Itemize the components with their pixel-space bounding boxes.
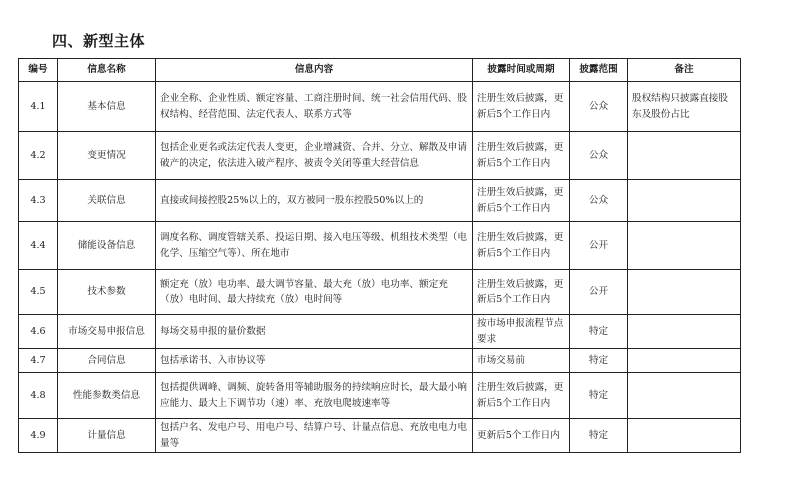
row-scope: 特定	[570, 349, 628, 373]
section-title: 四、新型主体	[52, 32, 146, 50]
row-content: 额定充（放）电功率、最大调节容量、最大充（放）电功率、额定充（放）电时间、最大持续充（放）电时间等	[156, 270, 473, 315]
row-name: 基本信息	[58, 82, 156, 132]
row-name: 性能参数类信息	[58, 373, 156, 419]
row-id: 4.6	[19, 315, 58, 349]
row-id: 4.4	[19, 222, 58, 270]
row-note	[628, 222, 741, 270]
row-scope: 公开	[570, 222, 628, 270]
row-time: 注册生效后披露，更新后5个工作日内	[473, 270, 570, 315]
table-row	[19, 222, 741, 270]
row-id: 4.8	[19, 373, 58, 419]
header-time: 披露时间或周期	[473, 59, 570, 82]
row-time: 注册生效后披露，更新后5个工作日内	[473, 82, 570, 132]
table-row	[19, 315, 741, 349]
row-scope: 公众	[570, 180, 628, 222]
row-name: 市场交易申报信息	[58, 315, 156, 349]
row-id: 4.7	[19, 349, 58, 373]
header-id: 编号	[19, 59, 58, 82]
row-scope: 特定	[570, 315, 628, 349]
row-scope: 公众	[570, 132, 628, 180]
row-time: 更新后5个工作日内	[473, 419, 570, 453]
row-name: 合同信息	[58, 349, 156, 373]
row-name: 计量信息	[58, 419, 156, 453]
row-name: 变更情况	[58, 132, 156, 180]
header-name: 信息名称	[58, 59, 156, 82]
table-row	[19, 82, 741, 132]
row-content: 包括提供调峰、调频、旋转备用等辅助服务的持续响应时长，最大最小响应能力、最大上下调节功（速）率、充放电爬坡速率等	[156, 373, 473, 419]
row-note	[628, 132, 741, 180]
row-note	[628, 270, 741, 315]
header-scope: 披露范围	[570, 59, 628, 82]
header-row	[19, 59, 741, 82]
table-row	[19, 419, 741, 453]
row-content: 每场交易申报的量价数据	[156, 315, 473, 349]
row-id: 4.9	[19, 419, 58, 453]
header-note: 备注	[628, 59, 741, 82]
row-scope: 特定	[570, 373, 628, 419]
row-name: 技术参数	[58, 270, 156, 315]
row-note	[628, 180, 741, 222]
row-time: 市场交易前	[473, 349, 570, 373]
table-row	[19, 349, 741, 373]
row-name: 储能设备信息	[58, 222, 156, 270]
row-content: 企业全称、企业性质、额定容量、工商注册时间、统一社会信用代码、股权结构、经营范围、法定代表人、联系方式等	[156, 82, 473, 132]
row-content: 包括户名、发电户号、用电户号、结算户号、计量点信息、充放电电力电量等	[156, 419, 473, 453]
table-row	[19, 373, 741, 419]
header-content: 信息内容	[156, 59, 473, 82]
row-note	[628, 373, 741, 419]
row-content: 包括承诺书、入市协议等	[156, 349, 473, 373]
row-time: 注册生效后披露，更新后5个工作日内	[473, 373, 570, 419]
row-note	[628, 419, 741, 453]
row-content: 包括企业更名或法定代表人变更，企业增减资、合并、分立、解散及申请破产的决定，依法进入破产程序、被责令关闭等重大经营信息	[156, 132, 473, 180]
table-row	[19, 180, 741, 222]
row-scope: 公众	[570, 82, 628, 132]
row-content: 调度名称、调度管辖关系、投运日期、接入电压等级、机组技术类型（电化学、压缩空气等）、所在地市	[156, 222, 473, 270]
row-id: 4.5	[19, 270, 58, 315]
row-time: 按市场申报流程节点要求	[473, 315, 570, 349]
row-id: 4.3	[19, 180, 58, 222]
table-row	[19, 132, 741, 180]
row-note: 股权结构只披露直接股东及股份占比	[628, 82, 741, 132]
row-name: 关联信息	[58, 180, 156, 222]
row-time: 注册生效后披露，更新后5个工作日内	[473, 180, 570, 222]
row-id: 4.1	[19, 82, 58, 132]
row-content: 直接或间接控股25%以上的，双方被同一股东控股50%以上的	[156, 180, 473, 222]
row-time: 注册生效后披露，更新后5个工作日内	[473, 222, 570, 270]
disclosure-table	[18, 58, 741, 453]
row-time: 注册生效后披露，更新后5个工作日内	[473, 132, 570, 180]
row-note	[628, 349, 741, 373]
table-row	[19, 270, 741, 315]
row-id: 4.2	[19, 132, 58, 180]
row-scope: 公开	[570, 270, 628, 315]
row-note	[628, 315, 741, 349]
row-scope: 特定	[570, 419, 628, 453]
